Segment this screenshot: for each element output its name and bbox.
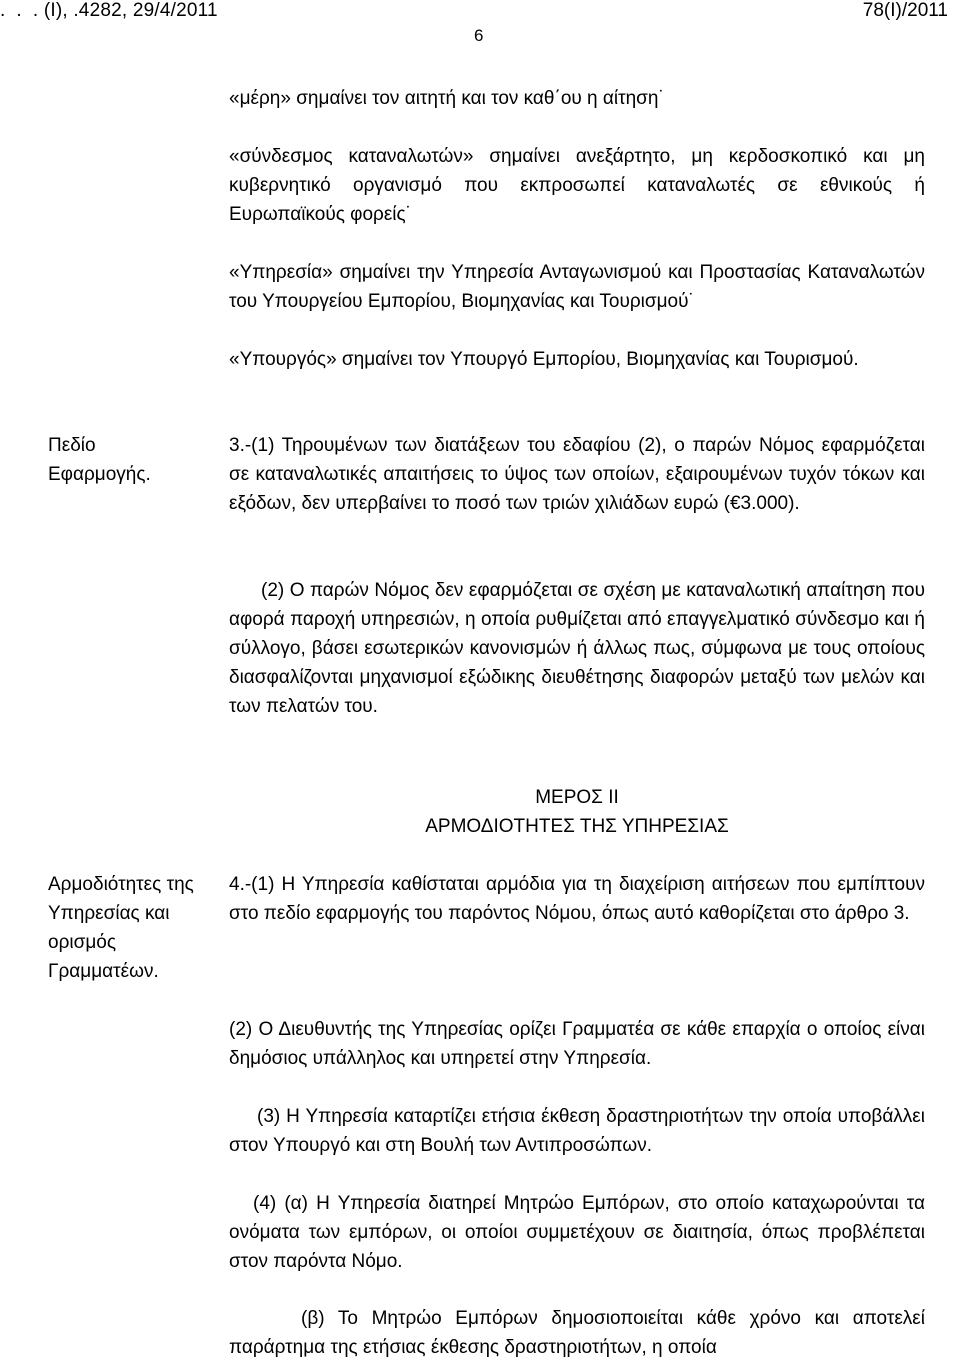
margin-note-scope: Πεδίο Εφαρμογής. [48,435,151,485]
law-number: 78(Ι)/2011 [862,0,948,21]
section-4-paragraph-2: (2) Ο Διευθυντής της Υπηρεσίας ορίζει Γραμματέα σε κάθε επαρχία ο οποίος είναι δημόσιος υπάλληλος και υπηρετεί στην Υπηρεσία. [229,1019,925,1069]
definition-consumer-association: «σύνδεσμος καταναλωτών» σημαίνει ανεξάρτητο, μη κερδοσκοπικό και μη κυβερνητικό οργανισμό που εκπροσωπεί καταναλωτές σε εθνικούς ή Ευρωπαϊκούς φορείς˙ [229,146,925,225]
part-heading-number: ΜΕΡΟΣ ΙΙ [535,787,619,808]
page-number: 6 [474,26,484,45]
section-4-paragraph-4a: (4) (α) Η Υπηρεσία διατηρεί Μητρώο Εμπόρων, στο οποίο καταχωρούνται τα ονόματα των εμπόρων, οι οποίοι συμμετέχουν σε διαιτησία, όπως προβλέπεται στον παρόντα Νόμο. [229,1193,925,1272]
section-4-paragraph-3: (3) Η Υπηρεσία καταρτίζει ετήσια έκθεση δραστηριοτήτων την οποία υποβάλλει στον Υπουργό και στη Βουλή των Αντιπροσώπων. [229,1106,925,1156]
definition-minister: «Υπουργός» σημαίνει τον Υπουργό Εμπορίου, Βιομηχανίας και Τουρισμού. [229,349,859,370]
document-header-reference: . . . (Ι), .4282, 29/4/2011 [0,0,218,21]
definition-parties: «μέρη» σημαίνει τον αιτητή και τον καθ΄ου η αίτηση˙ [229,88,665,109]
section-3-paragraph-2: (2) Ο παρών Νόμος δεν εφαρμόζεται σε σχέση με καταναλωτική απαίτηση που αφορά παροχή υπηρεσιών, η οποία ρυθμίζεται από επαγγελματικό σύνδεσμο και ή σύλλογο, βάσει εσωτερικών κανονισμών ή άλλως πως, σύμφωνα με τους οποίους διασφαλίζονται μηχανισμοί εξώδικης διευθέτησης διαφορών μεταξύ των μελών και των πελατών του. [229,580,925,717]
definition-service: «Υπηρεσία» σημαίνει την Υπηρεσία Ανταγωνισμού και Προστασίας Καταναλωτών του Υπουργείου Εμπορίου, Βιομηχανίας και Τουρισμού˙ [229,262,925,312]
part-heading-title: ΑΡΜΟΔΙΟΤΗΤΕΣ ΤΗΣ ΥΠΗΡΕΣΙΑΣ [425,816,729,837]
section-4-paragraph-1: 4.-(1) Η Υπηρεσία καθίσταται αρμόδια για τη διαχείριση αιτήσεων που εμπίπτουν στο πεδίο εφαρμογής του παρόντος Νόμου, όπως αυτό καθορίζεται στο άρθρο 3. [229,874,925,924]
section-3-paragraph-1: 3.-(1) Τηρουμένων των διατάξεων του εδαφίου (2), ο παρών Νόμος εφαρμόζεται σε καταναλωτικές απαιτήσεις το ύψος των οποίων, εξαιρουμένων τυχόν τόκων και εξόδων, δεν υπερβαίνει το ποσό των τριών χιλιάδων ευρώ (€3.000). [229,435,925,514]
margin-note-competences: Αρμοδιότητες της Υπηρεσίας και ορισμός Γραμματέων. [48,874,194,982]
section-4-paragraph-4b: (β) Το Μητρώο Εμπόρων δημοσιοποιείται κάθε χρόνο και αποτελεί παράρτημα της ετήσιας έκθεσης δραστηριοτήτων, η οποία [229,1308,925,1358]
